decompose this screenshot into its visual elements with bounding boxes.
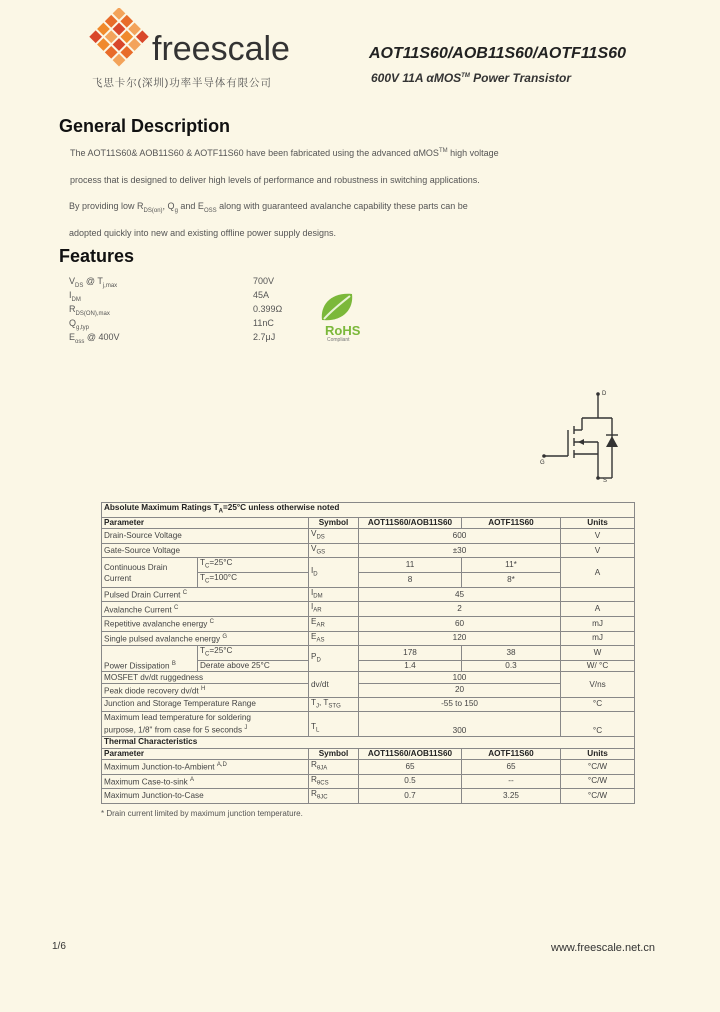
gate-label: G	[540, 460, 545, 466]
table-row: Drain-Source Voltage $V_{DS}$ 600 V	[102, 529, 635, 544]
table-row: Continuous Drain Current $T_C=25^\circ C$ $I_D$ 11 11* A	[102, 558, 635, 573]
brand-chinese-name: 飞思卡尔(深圳)功率半导体有限公司	[92, 77, 272, 89]
feature-row: $Q_{g,typ}$	[69, 318, 90, 331]
table-header-row: Parameter Symbol AOT11S60/AOB11S60 AOTF11S60 Units	[102, 748, 635, 760]
thermal-title-row: Thermal Characteristics	[102, 737, 635, 749]
feature-row: $R_{DS(ON),max}$	[69, 304, 110, 317]
rohs-leaf-icon	[318, 290, 358, 326]
feature-value: 45A	[253, 290, 270, 300]
table-row: Junction and Storage Temperature Range $T_J$, $T_{STG}$ -55 to 150 °C	[102, 697, 635, 712]
feature-row: $E_{oss}$ @ 400V	[69, 332, 120, 345]
table-footnote: * Drain current limited by maximum junction temperature.	[101, 809, 303, 818]
description-line-2: process that is designed to deliver high levels of performance and robustness in switching applications.	[70, 175, 480, 185]
feature-value: 2.7μJ	[253, 332, 276, 342]
description-line-1: The AOT11S60& AOB11S60 & AOTF11S60 have been fabricated using the advanced αMOS™ high voltage	[70, 148, 499, 158]
rohs-label: RoHS	[325, 323, 361, 338]
part-subtitle: 600V 11A αMOS™ Power Transistor	[371, 71, 571, 85]
features-heading: Features	[59, 246, 135, 266]
table-row: Avalanche Current $^C$ $I_{AR}$ 2 A	[102, 602, 635, 617]
description-line-4: adopted quickly into new and existing offline power supply designs.	[69, 228, 337, 238]
table-row: Maximum Case-to-sink $^A$ $R_{\theta CS}$ 0.5 -- °C/W	[102, 774, 635, 789]
table-header-row	[102, 517, 635, 529]
table-row: Maximum Junction-to-Case $R_{\theta JC}$ 0.7 3.25 °C/W	[102, 789, 635, 804]
table-row: Peak diode recovery dv/dt $^H$ 20	[102, 683, 635, 697]
page-number: 1/6	[52, 941, 66, 952]
table-row: MOSFET dv/dt ruggedness dv/dt 100 V/ns	[102, 672, 635, 684]
table-row: Maximum lead temperature for soldering purpose, 1/8" from case for 5 seconds $^J$ $T_L$ 300 °C	[102, 712, 635, 737]
table-row: Power Dissipation $^B$ $T_C=25^\circ C$ $P_D$ 178 38 W	[102, 646, 635, 661]
freescale-logo-icon	[86, 8, 152, 74]
mosfet-schematic-icon	[534, 388, 624, 488]
table-row: Pulsed Drain Current $^C$ $I_{DM}$ 45	[102, 587, 635, 602]
table-title: Absolute Maximum Ratings $T_A=25^\circ C$ unless otherwise noted	[102, 503, 635, 518]
column-header: Parameter	[102, 517, 309, 529]
description-line-3: By providing low $R_{DS(on)}$, $Q_g$ and $E_{OSS}$ along with guaranteed avalanche capability these parts can be	[69, 201, 468, 214]
column-header: Units	[561, 517, 635, 529]
feature-value: 11nC	[253, 318, 274, 328]
table-title-row	[102, 503, 635, 518]
table-row: Single pulsed avalanche energy $^G$ $E_{AS}$ 120 mJ	[102, 631, 635, 646]
feature-value: 0.399Ω	[253, 304, 283, 314]
column-header: AOTF11S60	[462, 517, 561, 529]
feature-row: $V_{DS}$ @ $T_{j,max}$	[69, 276, 118, 289]
website-link[interactable]: www.freescale.net.cn	[551, 942, 655, 954]
drain-label: D	[602, 391, 607, 397]
source-label: S	[603, 478, 608, 484]
absolute-maximum-ratings-table	[101, 502, 635, 804]
table-row: Derate above 25°C 1.4 0.3 W/ °C	[102, 660, 635, 672]
rohs-compliant-label: Compliant	[327, 337, 350, 343]
table-row: Repetitive avalanche energy $^C$ $E_{AR}$ 60 mJ	[102, 616, 635, 631]
table-row: Gate-Source Voltage $V_{GS}$ ±30 V	[102, 543, 635, 558]
feature-row: $I_{DM}$	[69, 290, 81, 303]
table-row: Maximum Junction-to-Ambient $^{A,D}$ $R_{\theta JA}$ 65 65 °C/W	[102, 760, 635, 775]
column-header: Symbol	[309, 517, 359, 529]
brand-name: freescale	[152, 30, 290, 68]
table-row: $T_C=100^\circ C$ 8 8*	[102, 573, 635, 588]
column-header: AOT11S60/AOB11S60	[359, 517, 462, 529]
general-description-heading: General Description	[59, 116, 231, 136]
feature-value: 700V	[253, 276, 275, 286]
part-numbers: AOT11S60/AOB11S60/AOTF11S60	[369, 45, 626, 62]
